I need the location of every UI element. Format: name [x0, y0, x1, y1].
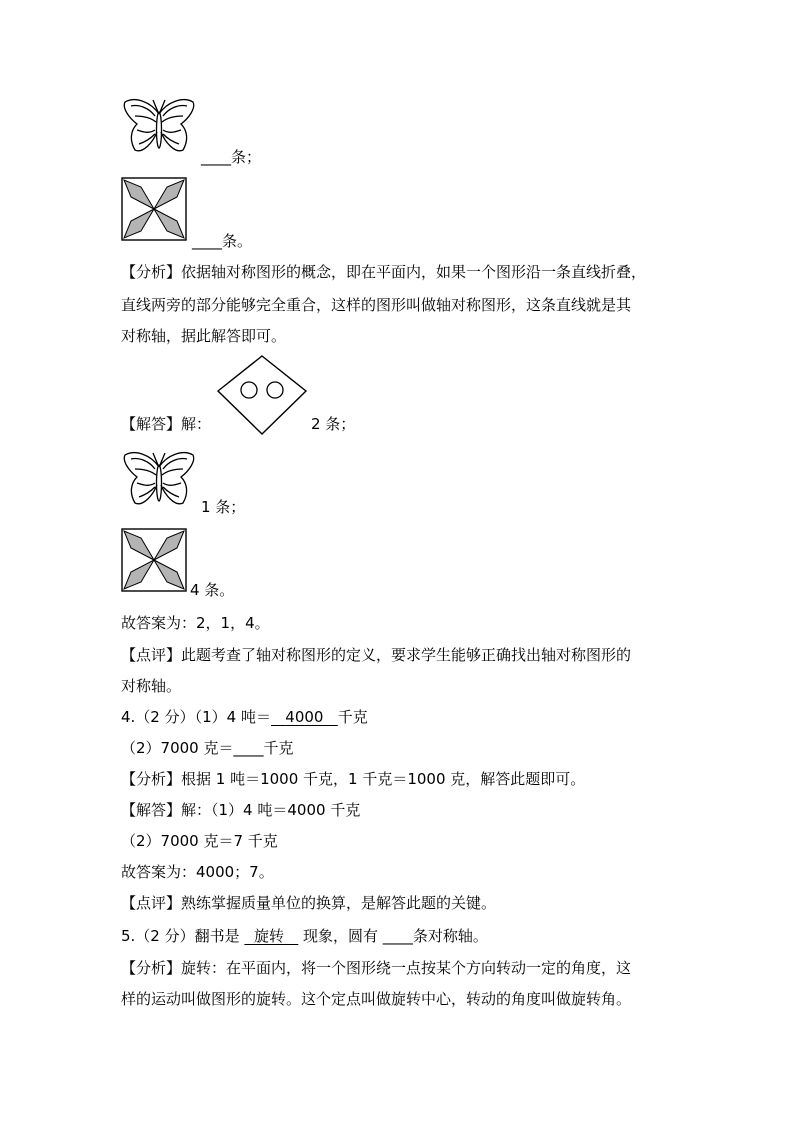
comment-q3-line-1: 【点评】此题考查了轴对称图形的定义，要求学生能够正确找出轴对称图形的 [121, 646, 632, 664]
butterfly-figure [121, 96, 197, 158]
diamond-answer: 2 条； [311, 415, 356, 433]
analysis-line-1: 【分析】依据轴对称图形的概念，即在平面内，如果一个图形沿一条直线折叠， [121, 263, 647, 281]
q5-blank: ____ [382, 927, 413, 945]
q4-part-2: （2）7000 克＝____千克 [121, 739, 294, 757]
q5-answer-1: 旋转 [253, 927, 284, 945]
q4-stem: 4.（2 分）（1）4 吨＝ 4000 千克 [121, 708, 368, 726]
final-answer-q3: 故答案为：2，1，4。 [121, 614, 270, 632]
analysis-line-3: 对称轴，据此解答即可。 [121, 327, 287, 345]
butterfly-figure [121, 449, 197, 511]
q5-analysis-line-2: 样的运动叫做图形的旋转。这个定点叫做旋转中心，转动的角度叫做旋转角。 [121, 990, 632, 1008]
solution-tag: 【解答】 [121, 415, 182, 433]
comment-tag: 【点评】 [121, 646, 182, 664]
comment-q3-line-2: 对称轴。 [121, 677, 182, 695]
q5-analysis-line-1: 【分析】旋转：在平面内，将一个图形绕一点按某个方向转动一定的角度，这 [121, 959, 632, 977]
q4-comment: 【点评】熟练掌握质量单位的换算，是解答此题的关键。 [121, 894, 497, 912]
analysis-tag: 【分析】 [121, 263, 182, 281]
butterfly-blank: ____条； [201, 148, 262, 166]
q4-solution-line-2: （2）7000 克＝7 千克 [121, 832, 278, 850]
q5-stem: 5.（2 分）翻书是 旋转 现象，圆有 ____条对称轴。 [121, 927, 488, 945]
solution-q3-lead: 【解答】解： [121, 415, 212, 433]
square-with-kites-figure [121, 177, 187, 241]
q4-answer-1: 4000 [285, 708, 324, 726]
q4-solution-line-1: 【解答】解：（1）4 吨＝4000 千克 [121, 801, 361, 819]
butterfly-answer: 1 条； [201, 498, 246, 516]
square-blank: ____条。 [192, 232, 253, 250]
square-answer: 4 条。 [190, 581, 235, 599]
q4-final-answer: 故答案为：4000；7。 [121, 863, 274, 881]
q4-analysis: 【分析】根据 1 吨＝1000 千克，1 千克＝1000 克，解答此题即可。 [121, 770, 586, 788]
rhombus-with-two-circles-figure [217, 355, 307, 435]
q4-blank: ____ [233, 739, 264, 757]
square-with-kites-figure [121, 528, 187, 592]
analysis-line-2: 直线两旁的部分能够完全重合，这样的图形叫做轴对称图形，这条直线就是其 [121, 296, 632, 314]
